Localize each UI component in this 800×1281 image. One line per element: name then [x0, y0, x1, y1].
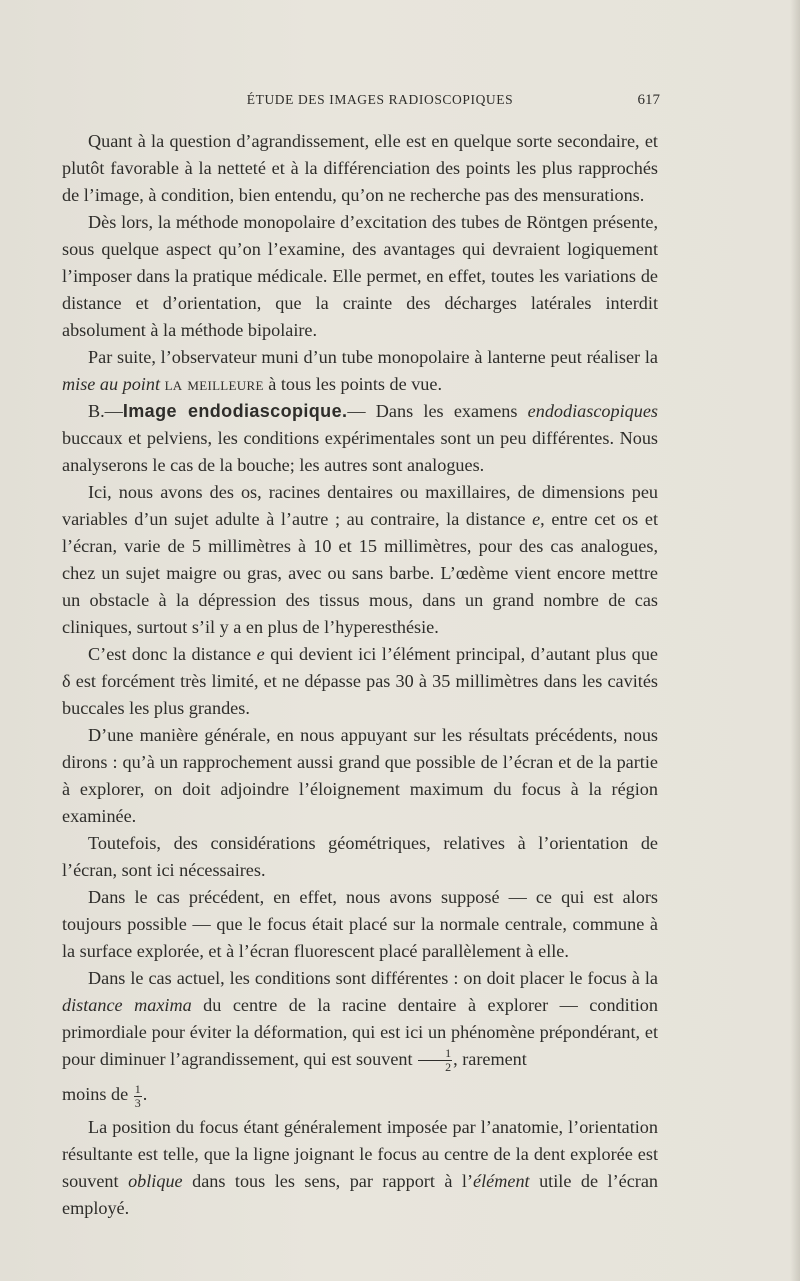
- paragraph-5-text-a: Ici, nous avons des os, racines dentaires ou maxillaires, de dimensions peu variables d’un sujet adulte à l’autre ; au contraire, la distance: [62, 482, 658, 529]
- paragraph-6-text-b: qui devient ici l’élément principal, d’autant plus que: [264, 644, 658, 664]
- paragraph-6-text-a: C’est donc la distance: [88, 644, 257, 664]
- fraction-one-half-numerator: 1: [418, 1047, 452, 1061]
- paragraph-6-emphasis: e: [256, 644, 265, 664]
- fraction-one-half-denominator: 2: [445, 1060, 452, 1075]
- fraction-one-third-numerator: 1: [134, 1081, 141, 1096]
- page-number: 617: [637, 92, 660, 108]
- paragraph-4-emphasis: endodiascopiques: [527, 401, 658, 421]
- running-head-title: ÉTUDE DES IMAGES RADIOSCOPIQUES: [246, 92, 514, 107]
- paragraph-10-text-b: du centre de la racine dentaire à explorer — condition primordiale pour éviter la déformation, qui est ici un phénomène prépondérant, et pour diminuer l’agrandissement, qui est souvent: [62, 995, 658, 1069]
- paragraph-6-delta: δ: [62, 671, 71, 691]
- paragraph-3-small-caps: la meilleure: [164, 374, 264, 394]
- running-head: [60, 92, 660, 114]
- paragraph-5-text-b: , entre cet os et l’écran, varie de 5 millimètres à 10 et 15 millimètres, pour des cas analogues, chez un sujet maigre ou gras, avec ou sans barbe. L’œdème vient encore mettre un obstacle à la dépression des tissus mous, dans un grand nombre de cas cliniques, surtout s’il y a en plus de l’hyperesthésie.: [62, 509, 658, 637]
- paragraph-3-text-a: Par suite, l’observateur muni d’un tube monopolaire à lanterne peut réaliser la: [88, 347, 658, 367]
- paragraph-11-text-b: .: [142, 1084, 148, 1105]
- paragraph-5-emphasis: e: [532, 509, 541, 529]
- paragraph-3-text-b: à tous les points de vue.: [263, 374, 443, 394]
- paragraph-3-emphasis: mise au point: [62, 374, 161, 394]
- body-text: [62, 128, 658, 1222]
- paragraph-4-text-a: — Dans les examens: [347, 401, 528, 421]
- paragraph-11-text-a: moins de: [62, 1084, 133, 1105]
- paragraph-11: [62, 1074, 658, 1114]
- paragraph-6: [62, 641, 658, 722]
- paragraph-10-text-a: Dans le cas actuel, les conditions sont différentes : on doit placer le focus à la: [88, 968, 658, 988]
- paragraph-4: [62, 398, 658, 479]
- paragraph-9: Dans le cas précédent, en effet, nous avons supposé — ce qui est alors toujours possible — que le focus était placé sur la normale centrale, commune à la surface explorée, et à l’écran fluorescent placé parallèlement à elle.: [62, 887, 658, 961]
- paragraph-10-text-c: , rarement: [453, 1049, 527, 1069]
- paragraph-12: [62, 1114, 658, 1222]
- fraction-one-third-denominator: 3: [134, 1095, 141, 1110]
- paragraph-12-emphasis-oblique: oblique: [128, 1171, 183, 1192]
- paragraph-12-text-c: utile de l’écran employé.: [62, 1171, 658, 1219]
- paragraph-8: Toutefois, des considérations géométriques, relatives à l’orientation de l’écran, sont ici nécessaires.: [62, 833, 658, 880]
- section-label: B.—: [88, 401, 123, 421]
- paragraph-6-text-c: est forcément très limité, et ne dépasse pas 30 à 35 millimètres dans les cavités buccales les plus grandes.: [62, 671, 658, 718]
- paragraph-2: Dès lors, la méthode monopolaire d’excitation des tubes de Röntgen présente, sous quelque aspect qu’on l’examine, des avantages qui devraient logiquement l’imposer dans la pratique médicale. Elle permet, en effet, toutes les variations de distance et d’orientation, que la crainte des décharges latérales interdit absolument à la méthode bipolaire.: [62, 212, 658, 340]
- page-edge-shadow: [790, 0, 800, 1281]
- paragraph-5: [62, 479, 658, 641]
- paragraph-3: [62, 344, 658, 398]
- section-heading: Image endodiascopique.: [122, 401, 348, 421]
- fraction-one-half: [418, 1047, 452, 1074]
- paragraph-4-text-b: buccaux et pelviens, les conditions expérimentales sont un peu différentes. Nous analyserons le cas de la bouche; les autres sont analogues.: [62, 428, 658, 475]
- paragraph-12-text-b: dans tous les sens, par rapport à l’: [182, 1171, 474, 1192]
- paragraph-12-emphasis-element: élément: [473, 1171, 530, 1192]
- paragraph-1: Quant à la question d’agrandissement, elle est en quelque sorte secondaire, et plutôt favorable à la netteté et à la différenciation des points les plus rapprochés de l’image, à condition, bien entendu, qu’on ne recherche pas des mensurations.: [62, 131, 658, 205]
- fraction-one-third: [134, 1083, 142, 1110]
- paragraph-12-text-a: La position du focus étant généralement imposée par l’anatomie, l’orientation résultante est telle, que la ligne joignant le focus au centre de la dent explorée est souvent: [62, 1117, 658, 1192]
- paragraph-7: D’une manière générale, en nous appuyant sur les résultats précédents, nous dirons : qu’à un rapprochement aussi grand que possible de l’écran et de la partie à explorer, on doit adjoindre l’éloignement maximum du focus à la région examinée.: [62, 725, 658, 826]
- paragraph-10-emphasis: distance maxima: [62, 995, 192, 1015]
- paragraph-10: [62, 965, 658, 1074]
